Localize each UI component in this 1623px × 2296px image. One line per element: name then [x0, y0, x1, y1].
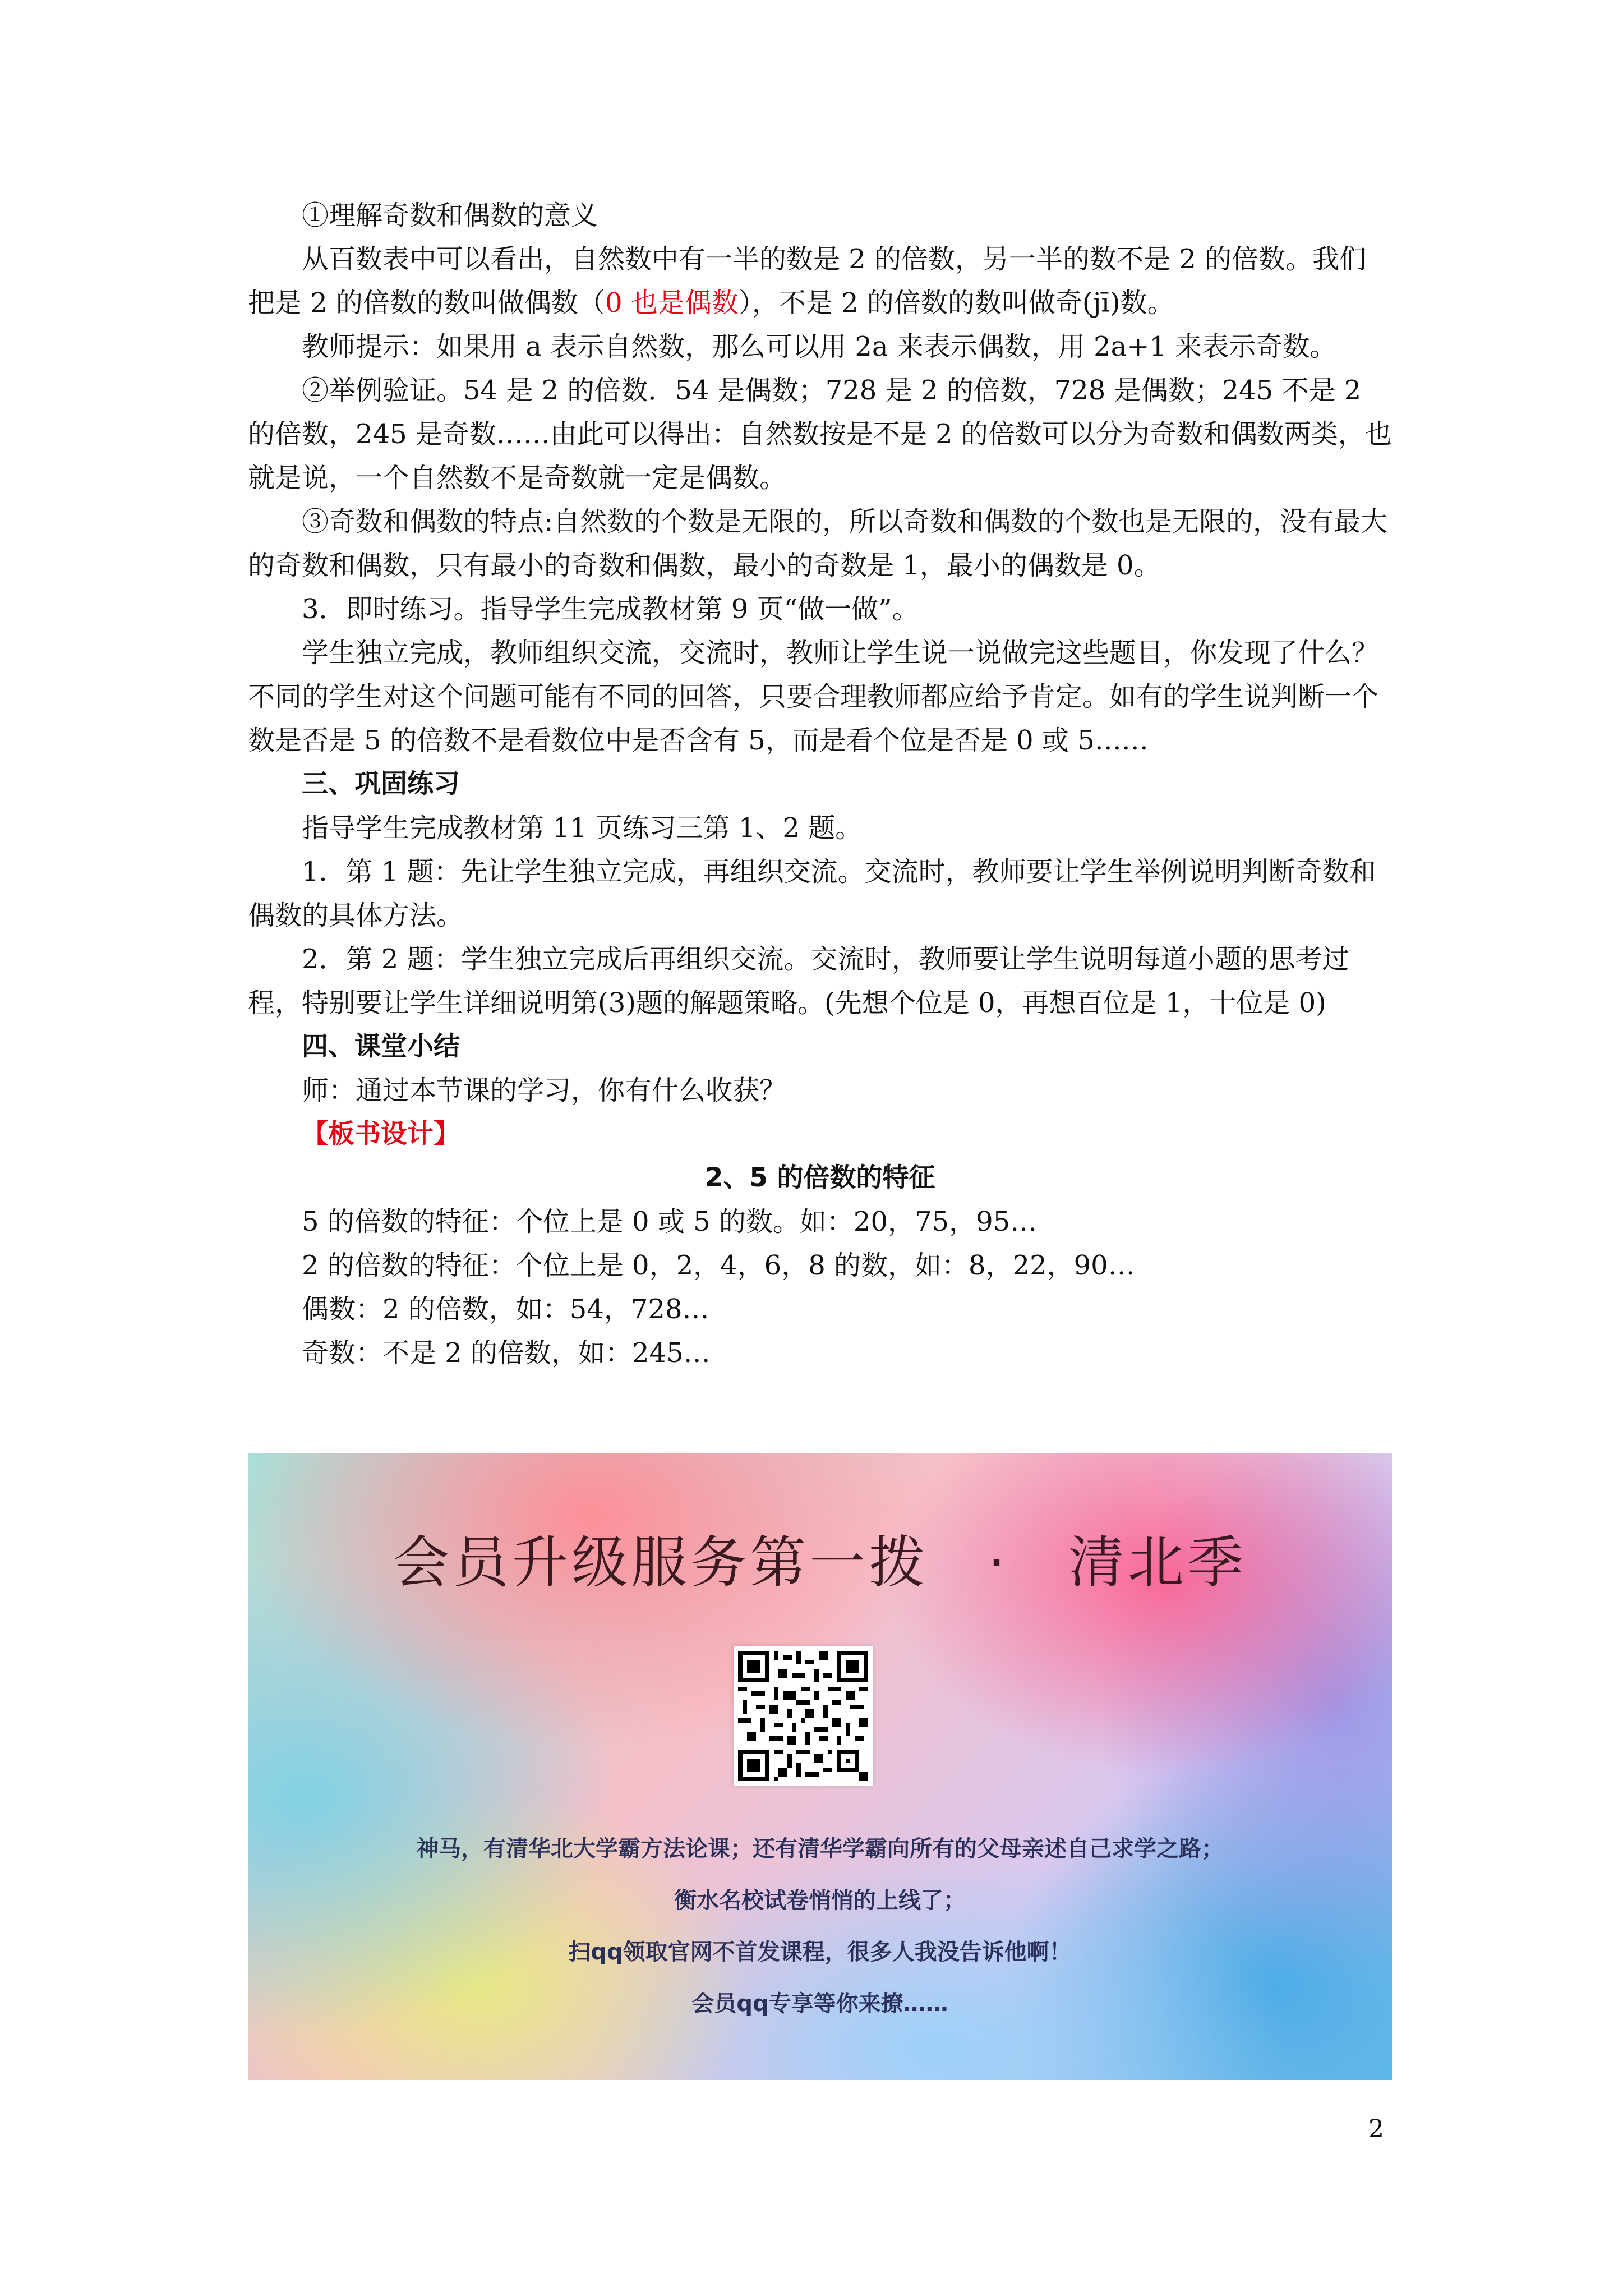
- banner-line-4: 会员qq专享等你来撩……: [691, 1991, 948, 2017]
- board-design-label: 【板书设计】: [302, 1119, 460, 1149]
- paragraph-exercise-1: 1．第 1 题：先让学生独立完成，再组织交流。交流时，教师要让学生举例说明判断奇数和偶数的具体方法。: [248, 856, 1376, 931]
- paragraph-exercise-2: 2．第 2 题：学生独立完成后再组织交流。交流时，教师要让学生说明每道小题的思考过程，特别要让学生详细说明第(3)题的解题策略。(先想个位是 0，再想百位是 1，十位是 0): [248, 944, 1349, 1019]
- section-heading-summary: 四、课堂小结: [302, 1031, 460, 1062]
- paragraph-discussion: 学生独立完成，教师组织交流，交流时，教师让学生说一说做完这些题目，你发现了什么？不同的学生对这个问题可能有不同的回答，只要合理教师都应给予肯定。如有的学生说判断一个数是否是 5 的倍数不是看数位中是否含有 5，而是看个位是否是 0 或 5……: [248, 637, 1379, 756]
- banner-title: 会员升级服务第一拨 · 清北季: [393, 1530, 1247, 1595]
- section-heading-consolidation: 三、巩固练习: [302, 769, 460, 799]
- document-body: [248, 194, 1392, 1375]
- definition-highlight: 0 也是偶数: [605, 287, 739, 319]
- paragraph-examples: ②举例验证。54 是 2 的倍数．54 是偶数；728 是 2 的倍数，728 是偶数；245 不是 2 的倍数，245 是奇数……由此可以得出：自然数按是不是 2 的倍数可以分为奇数和偶数两类，也就是说，一个自然数不是奇数就一定是偶数。: [248, 375, 1392, 494]
- banner-text: [248, 1823, 1392, 2030]
- paragraph-exercise-intro: 指导学生完成教材第 11 页练习三第 1、2 题。: [302, 812, 863, 844]
- board-line-2-multiples: 2 的倍数的特征：个位上是 0，2，4，6，8 的数，如：8，22，90…: [302, 1250, 1135, 1281]
- paragraph-definition: [248, 237, 1392, 325]
- paragraph-features: ③奇数和偶数的特点:自然数的个数是无限的，所以奇数和偶数的个数也是无限的，没有最大的奇数和偶数，只有最小的奇数和偶数，最小的奇数是 1，最小的偶数是 0。: [248, 506, 1388, 581]
- board-line-5-multiples: 5 的倍数的特征：个位上是 0 或 5 的数。如：20，75，95…: [302, 1206, 1038, 1237]
- board-line-odd: 奇数：不是 2 的倍数，如：245…: [302, 1337, 711, 1369]
- qr-code-icon: [738, 1651, 868, 1781]
- page-number: 2: [1368, 2115, 1384, 2143]
- paragraph-odd-even-meaning: ①理解奇数和偶数的意义: [302, 200, 598, 231]
- board-line-even: 偶数：2 的倍数，如：54，728…: [302, 1294, 709, 1325]
- paragraph-summary-question: 师：通过本节课的学习，你有什么收获？: [302, 1075, 787, 1106]
- definition-text-b: ），不是 2 的倍数的数叫做奇(jī)数。: [738, 287, 1174, 319]
- banner-line-2: 衡水名校试卷悄悄的上线了；: [674, 1888, 966, 1913]
- banner-line-1: 神马，有清华北大学霸方法论课；还有清华学霸向所有的父母亲述自己求学之路；: [416, 1836, 1224, 1862]
- definition-text-a: 从百数表中可以看出，自然数中有一半的数是 2 的倍数，另一半的数不是 2 的倍数。我们把是 2 的倍数的数叫做偶数（: [248, 243, 1367, 319]
- qr-code[interactable]: [734, 1646, 873, 1786]
- paragraph-practice: 3．即时练习。指导学生完成教材第 9 页“做一做”。: [302, 593, 919, 625]
- board-title: 2、5 的倍数的特征: [704, 1162, 935, 1193]
- paragraph-teacher-hint: 教师提示：如果用 a 表示自然数，那么可以用 2a 来表示偶数，用 2a+1 来表示奇数。: [302, 331, 1337, 362]
- promo-banner[interactable]: [248, 1453, 1392, 2080]
- banner-line-3: 扫qq领取官网不首发课程，很多人我没告诉他啊！: [568, 1939, 1072, 1965]
